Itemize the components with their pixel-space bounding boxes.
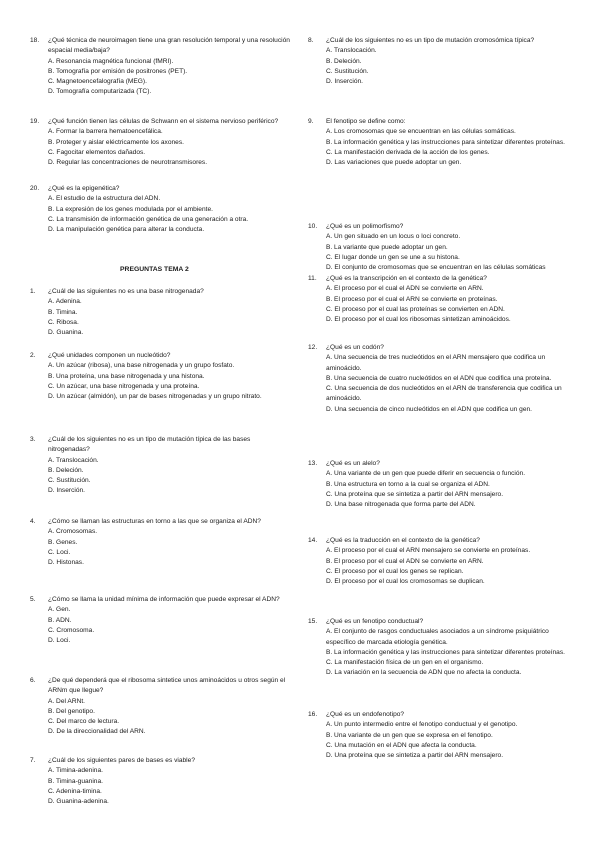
answer-option: A. Los cromosomas que se encuentran en las células somáticas. <box>326 128 516 136</box>
answer-option: A. Del ARNt. <box>48 697 86 705</box>
question-number: 2. <box>30 352 36 359</box>
question-stem: ¿Cuál de los siguientes no es un tipo de mutación típica de las bases nitrogenadas? <box>48 436 251 454</box>
answer-option: B. Proteger y aislar eléctricamente los axones. <box>48 138 184 146</box>
answer-option: B. El proceso por el cual el ADN se convierte en ARN. <box>326 557 484 565</box>
answer-option: A. Translocación. <box>326 47 377 55</box>
answer-option: D. La manipulación genética para alterar la conducta. <box>48 226 205 234</box>
question-body <box>48 36 292 98</box>
question-stem: ¿Qué es un fenotipo conductual? <box>326 618 424 625</box>
answer-option: B. La información genética y las instrucciones para sintetizar diferentes proteínas. <box>326 648 565 656</box>
question-number: 12. <box>308 344 318 351</box>
question-number: 5. <box>30 596 36 603</box>
question-stem: ¿Cuál de los siguientes pares de bases es viable? <box>48 757 195 764</box>
answer-option: D. El proceso por el cual los cromosomas se duplican. <box>326 578 485 586</box>
answer-option: B. Una estructura en torno a la cual se organiza el ADN. <box>326 480 490 488</box>
answer-option: A. Una variante de un gen que puede diferir en secuencia o función. <box>326 470 526 478</box>
question-stem: El fenotipo se define como: <box>326 118 406 125</box>
question-number: 9. <box>308 118 314 125</box>
question-stem: ¿Cómo se llaman las estructuras en torno a las que se organiza el ADN? <box>48 518 261 525</box>
answer-option: C. El proceso por el cual los genes se replican. <box>326 567 464 575</box>
question-body <box>48 351 292 402</box>
answer-option: D. Una proteína que se sintetiza a partir del ARN mensajero. <box>326 752 504 760</box>
answer-option: B. La información genética y las instrucciones para sintetizar diferentes proteínas. <box>326 138 565 146</box>
answer-option: D. El proceso por el cual los ribosomas sintetizan aminoácidos. <box>326 316 511 324</box>
section-title: PREGUNTAS TEMA 2 <box>120 266 189 273</box>
answer-option: D. Loci. <box>48 637 71 645</box>
answer-option: D. Histonas. <box>48 559 84 567</box>
answer-option: B. ADN. <box>48 616 72 624</box>
question-body <box>48 517 292 568</box>
answer-option: C. Del marco de lectura. <box>48 718 120 726</box>
answer-option: D. Una secuencia de cinco nucleótidos en el ADN que codifica un gen. <box>326 405 532 413</box>
answer-option: A. El conjunto de rasgos conductuales asociados a un síndrome psiquiátrico específico de marcada etiología genética. <box>326 628 549 646</box>
question-stem: ¿Qué es un alelo? <box>326 460 380 467</box>
question-stem: ¿De qué dependerá que el ribosoma sintetice unos aminoácidos u otros según el ARNm que llegue? <box>48 677 286 695</box>
question-body <box>326 117 570 168</box>
answer-option: D. Tomografía computarizada (TC). <box>48 88 152 96</box>
answer-option: C. Sustitución. <box>48 477 91 485</box>
answer-option: C. La manifestación derivada de la acción de los genes. <box>326 148 490 156</box>
answer-option: B. Timina-guanina. <box>48 777 103 785</box>
question-body <box>48 756 292 807</box>
answer-option: B. El proceso por el cual el ARN se convierte en proteínas. <box>326 295 498 303</box>
answer-option: C. El proceso por el cual las proteínas se convierten en ADN. <box>326 305 505 313</box>
answer-option: B. La expresión de los genes modulada por el ambiente. <box>48 205 213 213</box>
answer-option: A. El proceso por el cual el ARN mensajero se convierte en proteínas. <box>326 547 531 555</box>
answer-option: A. Formar la barrera hematoencefálica. <box>48 128 163 136</box>
answer-option: D. De la direccionalidad del ARN. <box>48 728 146 736</box>
answer-option: B. Tomografía por emisión de positrones (PET). <box>48 67 188 75</box>
answer-option: B. Una proteína, una base nitrogenada y una histona. <box>48 372 205 380</box>
answer-option: C. Fagocitar elementos dañados. <box>48 148 146 156</box>
question-stem: ¿Qué es un polimorfismo? <box>326 223 404 230</box>
answer-option: D. La variación en la secuencia de ADN que no afecta la conducta. <box>326 669 522 677</box>
question-number: 11. <box>308 275 317 282</box>
answer-option: D. Inserción. <box>48 487 86 495</box>
question-number: 4. <box>30 518 36 525</box>
question-body <box>326 343 570 415</box>
question-stem: ¿Qué unidades componen un nucleótido? <box>48 352 171 359</box>
answer-option: C. Una proteína que se sintetiza a partir del ARN mensajero. <box>326 490 504 498</box>
answer-option: B. Una secuencia de cuatro nucleótidos en el ADN que codifica una proteína. <box>326 374 552 382</box>
question-body <box>326 617 570 679</box>
answer-option: D. Guanina-adenina. <box>48 798 109 806</box>
question-number: 16. <box>308 711 318 718</box>
question-body <box>326 536 570 587</box>
answer-option: C. Una mutación en el ADN que afecta la conducta. <box>326 741 477 749</box>
answer-option: B. Deleción. <box>326 57 362 65</box>
answer-option: B. La variante que puede adoptar un gen. <box>326 243 448 251</box>
answer-option: B. Deleción. <box>48 466 84 474</box>
answer-option: A. El estudio de la estructura del ADN. <box>48 195 161 203</box>
answer-option: C. La transmisión de información genética de una generación a otra. <box>48 215 249 223</box>
question-stem: ¿Qué es la epigenética? <box>48 185 120 192</box>
question-stem: ¿Qué es un codón? <box>326 344 384 351</box>
question-stem: ¿Cuál de los siguientes no es un tipo de mutación cromosómica típica? <box>326 37 535 44</box>
question-body <box>48 117 292 168</box>
answer-option: A. Translocación. <box>48 456 99 464</box>
answer-option: A. Una secuencia de tres nucleótidos en el ARN mensajero que codifica un aminoácido. <box>326 354 546 372</box>
question-number: 8. <box>308 37 314 44</box>
answer-option: A. Un azúcar (ribosa), una base nitrogenada y un grupo fosfato. <box>48 362 235 370</box>
question-stem: ¿Qué función tienen las células de Schwann en el sistema nervioso periférico? <box>48 118 279 125</box>
question-number: 10. <box>308 223 318 230</box>
question-stem: ¿Cuál de las siguientes no es una base nitrogenada? <box>48 288 204 295</box>
answer-option: C. Una secuencia de dos nucleótidos en el ARN de transferencia que codifica un aminoácido. <box>326 385 562 403</box>
question-body <box>326 459 570 510</box>
answer-option: A. El proceso por el cual el ADN se convierte en ARN. <box>326 285 484 293</box>
answer-option: D. Una base nitrogenada que forma parte del ADN. <box>326 501 476 509</box>
question-number: 19. <box>30 118 40 125</box>
question-body <box>48 287 292 338</box>
question-body <box>48 676 292 738</box>
question-number: 3. <box>30 436 36 443</box>
answer-option: C. Un azúcar, una base nitrogenada y una proteína. <box>48 382 200 390</box>
answer-option: C. Adenina-timina. <box>48 787 102 795</box>
question-body <box>326 710 570 761</box>
question-stem: ¿Cómo se llama la unidad mínima de información que puede expresar el ADN? <box>48 596 280 603</box>
question-body <box>48 595 292 646</box>
answer-option: B. Genes. <box>48 538 78 546</box>
answer-option: D. Un azúcar (almidón), un par de bases nitrogenadas y un grupo nitrato. <box>48 393 262 401</box>
answer-option: A. Gen. <box>48 606 71 614</box>
question-body <box>326 222 570 273</box>
question-number: 7. <box>30 757 36 764</box>
answer-option: A. Adenina. <box>48 298 82 306</box>
answer-option: D. Las variaciones que puede adoptar un gen. <box>326 159 462 167</box>
answer-option: B. Timina. <box>48 308 78 316</box>
question-number: 18. <box>30 37 40 44</box>
question-number: 20. <box>30 185 40 192</box>
answer-option: D. El conjunto de cromosomas que se encuentran en las células somáticas <box>326 264 546 272</box>
question-number: 15. <box>308 618 318 625</box>
question-body <box>48 184 292 235</box>
answer-option: C. Sustitución. <box>326 67 369 75</box>
question-number: 1. <box>30 288 36 295</box>
answer-option: C. Cromosoma. <box>48 626 95 634</box>
answer-option: C. La manifestación física de un gen en el organismo. <box>326 659 484 667</box>
answer-option: B. Del genotipo. <box>48 707 95 715</box>
question-body <box>48 435 292 497</box>
answer-option: D. Guanina. <box>48 329 84 337</box>
answer-option: A. Timina-adenina. <box>48 767 103 775</box>
answer-option: C. Ribosa. <box>48 318 79 326</box>
question-stem: ¿Qué es la traducción en el contexto de la genética? <box>326 537 480 544</box>
answer-option: B. Una variante de un gen que se expresa en el fenotipo. <box>326 731 493 739</box>
answer-option: A. Resonancia magnética funcional (fMRI). <box>48 57 174 65</box>
answer-option: A. Un punto intermedio entre el fenotipo conductual y el genotipo. <box>326 721 518 729</box>
answer-option: C. El lugar donde un gen se une a su histona. <box>326 253 460 261</box>
question-stem: ¿Qué es la transcripción en el contexto de la genética? <box>326 275 487 282</box>
answer-option: A. Un gen situado en un locus o loci concreto. <box>326 233 461 241</box>
question-stem: ¿Qué técnica de neuroimagen tiene una gran resolución temporal y una resolución espacial media/baja? <box>48 37 290 55</box>
answer-option: C. Magnetoencefalografía (MEG). <box>48 78 147 86</box>
question-number: 14. <box>308 537 318 544</box>
question-number: 6. <box>30 677 36 684</box>
question-body <box>326 274 570 325</box>
answer-option: D. Inserción. <box>326 78 364 86</box>
question-stem: ¿Qué es un endofenotipo? <box>326 711 405 718</box>
answer-option: D. Regular las concentraciones de neurotransmisores. <box>48 159 208 167</box>
answer-option: C. Loci. <box>48 548 71 556</box>
question-number: 13. <box>308 460 318 467</box>
question-body <box>326 36 570 87</box>
answer-option: A. Cromosomas. <box>48 528 98 536</box>
